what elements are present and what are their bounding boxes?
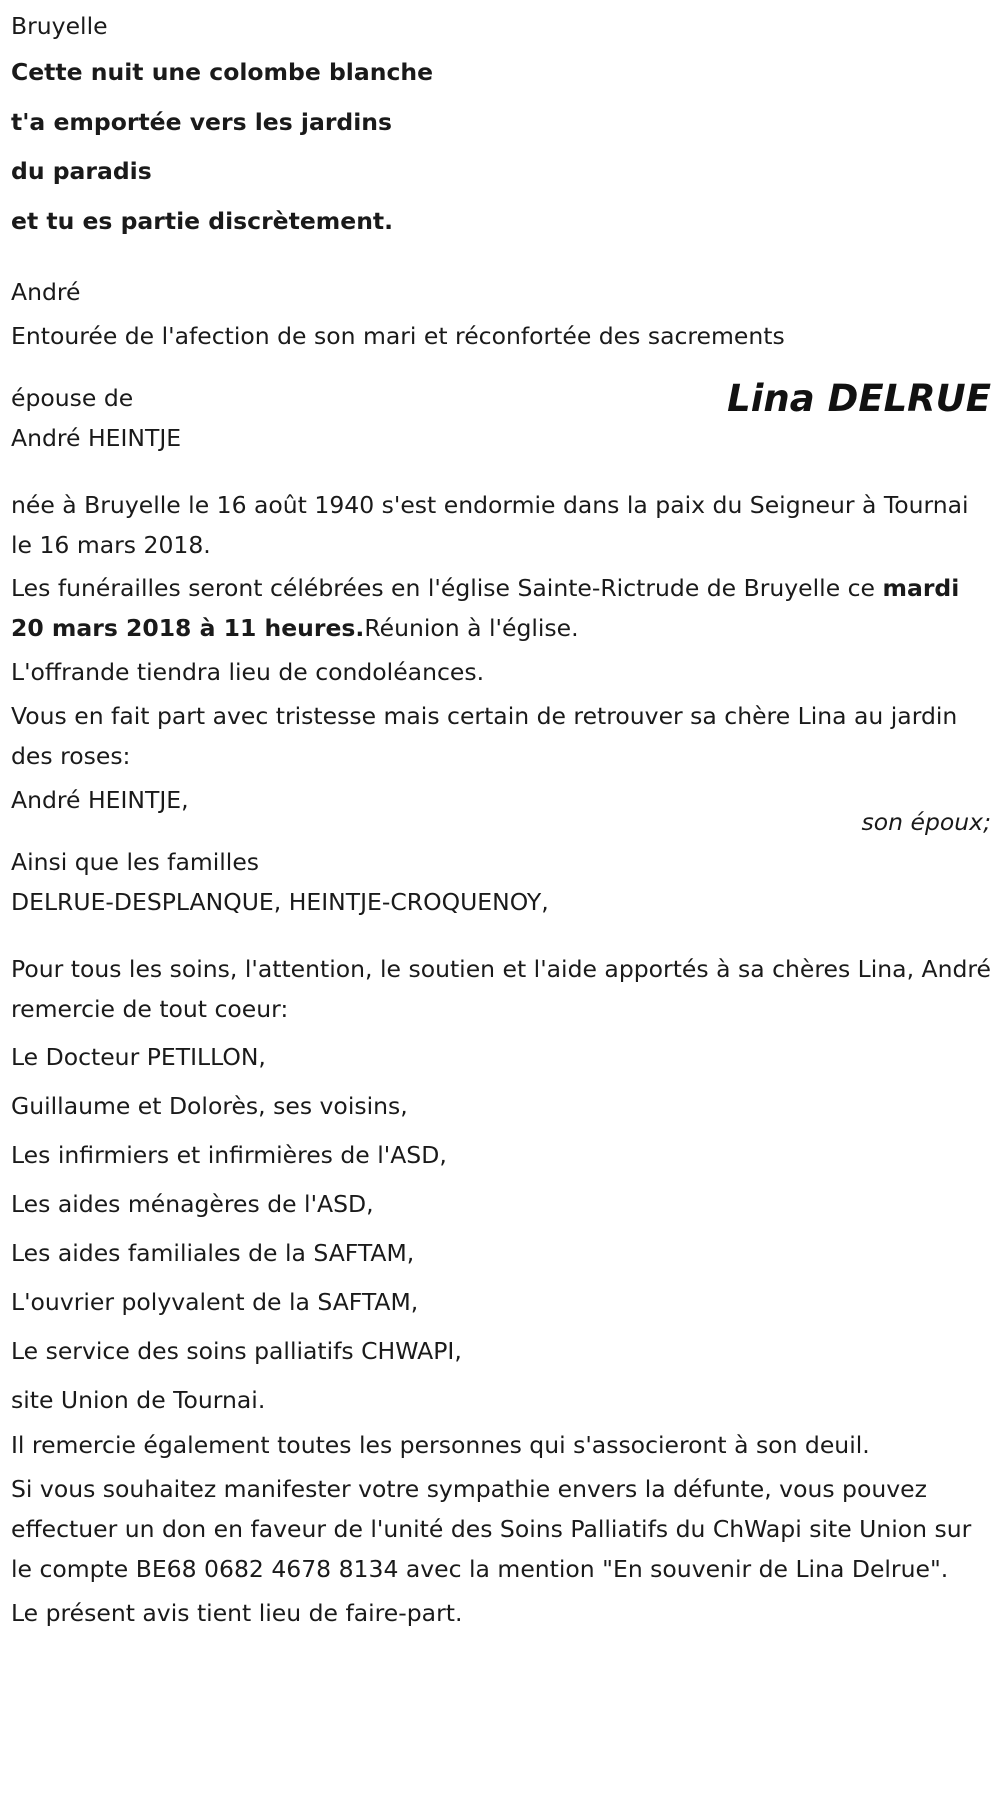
list-item: site Union de Tournai.	[11, 1386, 266, 1414]
funeral-intro: Les funérailles seront célébrées en l'église Sainte-Rictrude de Bruyelle ce	[11, 574, 876, 602]
town: Bruyelle	[11, 12, 108, 40]
donation-text: Si vous souhaitez manifester votre sympathie envers la défunte, vous pouvez effectuer un don en faveur de l'unité des Soins Palliatifs du ChWapi site Union sur le compte BE68 0682 4678 8134 avec la mention "En souvenir de Lina Delrue".	[11, 1475, 972, 1583]
obituary-notice	[11, 6, 991, 1633]
funeral-after: Réunion à l'église.	[364, 614, 579, 642]
birth-death-text: née à Bruyelle le 16 août 1940 s'est endormie dans la paix du Seigneur à Tournai le 16 mars 2018.	[11, 491, 969, 559]
poem-line: du paradis	[11, 157, 152, 185]
families-prefix: Ainsi que les familles	[11, 848, 260, 876]
deceased-name: Lina DELRUE	[727, 377, 991, 420]
poem	[11, 48, 991, 246]
spouse-and-name	[11, 378, 991, 458]
poem-line: et tu es partie discrètement.	[11, 206, 394, 235]
spouse-name: André HEINTJE	[11, 424, 182, 452]
list-item: L'ouvrier polyvalent de la SAFTAM,	[11, 1288, 419, 1316]
list-item: Les aides familiales de la SAFTAM,	[11, 1239, 415, 1267]
closing-text: Le présent avis tient lieu de faire-part.	[11, 1599, 463, 1627]
offering-text: L'offrande tiendra lieu de condoléances.	[11, 658, 485, 686]
poem-line: t'a emportée vers les jardins	[11, 107, 393, 136]
thanks-general: Il remercie également toutes les personnes qui s'associeront à son deuil.	[11, 1431, 870, 1459]
husband-name: André HEINTJE,	[11, 786, 189, 814]
spouse-info	[11, 378, 181, 458]
list-item: Guillaume et Dolorès, ses voisins,	[11, 1092, 408, 1120]
announcement-text: Vous en fait part avec tristesse mais certain de retrouver sa chère Lina au jardin des roses:	[11, 702, 958, 770]
poem-signature: André	[11, 278, 81, 306]
funeral-date: mardi 20 mars 2018 à 11 heures.	[11, 574, 960, 642]
families	[11, 842, 991, 922]
poem-line: Cette nuit une colombe blanche	[11, 58, 434, 86]
spouse-prefix: épouse de	[11, 384, 134, 412]
husband-block	[11, 780, 991, 836]
husband-role: son époux;	[861, 808, 991, 836]
intro-text: Entourée de l'afection de son mari et réconfortée des sacrements	[11, 322, 785, 350]
list-item: Le service des soins palliatifs CHWAPI,	[11, 1337, 462, 1365]
list-item: Les aides ménagères de l'ASD,	[11, 1190, 374, 1218]
list-item: Les infirmiers et infirmières de l'ASD,	[11, 1141, 447, 1169]
families-names: DELRUE-DESPLANQUE, HEINTJE-CROQUENOY,	[11, 888, 549, 916]
funeral-text	[11, 568, 991, 648]
thanks-list	[11, 1033, 991, 1425]
list-item: Le Docteur PETILLON,	[11, 1043, 266, 1071]
thanks-intro: Pour tous les soins, l'attention, le soutien et l'aide apportés à sa chères Lina, André remercie de tout coeur:	[11, 955, 992, 1023]
